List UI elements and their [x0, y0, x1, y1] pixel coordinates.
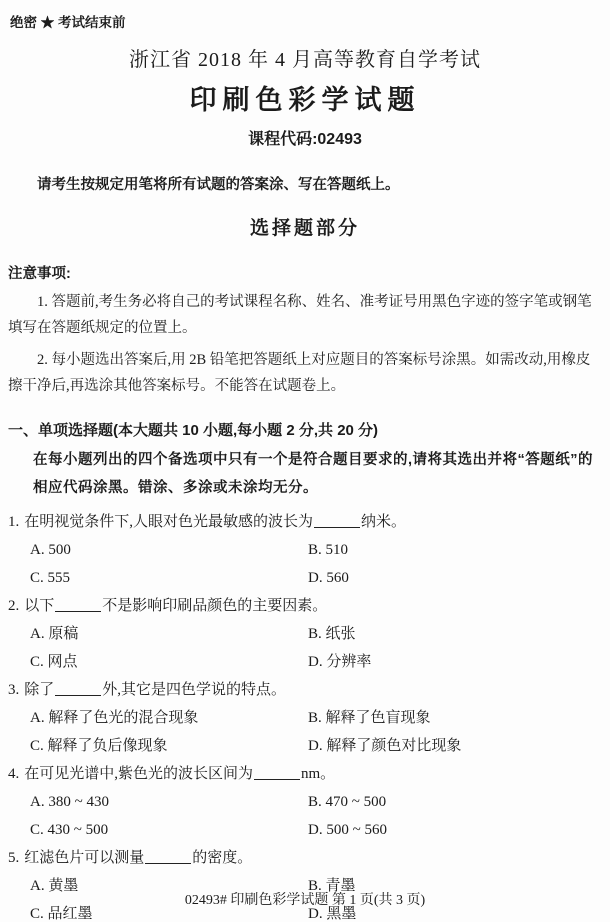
question-3: [8, 676, 602, 760]
option-c: C. 网点: [30, 654, 78, 670]
paper-title: 印刷色彩学试题: [189, 85, 421, 115]
option-b: B. 纸张: [308, 626, 356, 642]
answer-blank: [145, 849, 191, 864]
option-d: D. 500 ~ 560: [308, 822, 387, 838]
question-list: [8, 508, 602, 922]
answer-blank: [55, 681, 101, 696]
option-d: D. 黑墨: [308, 906, 357, 922]
option-b: B. 510: [308, 542, 349, 558]
option-d: D. 解释了颜色对比现象: [308, 738, 462, 754]
answer-instruction: 请考生按规定用笔将所有试题的答案涂、写在答题纸上。: [37, 177, 400, 193]
page-footer: 02493# 印刷色彩学试题 第 1 页(共 3 页): [184, 893, 426, 908]
option-c: C. 品红墨: [30, 906, 93, 922]
question-5: [8, 844, 602, 922]
question-text: [8, 844, 602, 872]
question-pre: 红滤色片可以测量: [24, 850, 145, 866]
option-c: C. 555: [30, 570, 71, 586]
question-post: 不是影响印刷品颜色的主要因素。: [102, 598, 328, 614]
note-item-2: 2. 每小题选出答案后,用 2B 铅笔把答题纸上对应题目的答案标号涂黑。如需改动,用橡皮擦干净后,再选涂其他答案标号。不能答在试题卷上。: [8, 352, 591, 394]
option-a: A. 500: [30, 542, 71, 558]
options: [8, 704, 602, 760]
question-number: 3.: [8, 682, 20, 698]
option-b: B. 解释了色盲现象: [308, 710, 431, 726]
question-text: [8, 592, 602, 620]
question-4: [8, 760, 602, 844]
option-b: B. 青墨: [308, 878, 356, 894]
question-text: [8, 508, 602, 536]
question-number: 2.: [8, 598, 20, 614]
question-number: 5.: [8, 850, 20, 866]
part-title: 选择题部分: [249, 218, 360, 239]
option-a: A. 解释了色光的混合现象: [30, 710, 199, 726]
option-c: C. 解释了负后像现象: [30, 738, 168, 754]
question-pre: 在可见光谱中,紫色光的波长区间为: [24, 766, 254, 782]
option-d: D. 分辨率: [308, 654, 372, 670]
answer-blank: [55, 597, 101, 612]
question-post: 的密度。: [192, 850, 253, 866]
notes-heading: 注意事项:: [8, 266, 71, 282]
question-post: 纳米。: [361, 514, 407, 530]
note-item-1: 1. 答题前,考生务必将自己的考试课程名称、姓名、准考证号用黑色字迹的签字笔或钢笔填写在答题纸规定的位置上。: [8, 294, 592, 336]
option-a: A. 黄墨: [30, 878, 79, 894]
question-text: [8, 676, 602, 704]
question-text: [8, 760, 602, 788]
question-pre: 以下: [24, 598, 55, 614]
question-2: [8, 592, 602, 676]
option-d: D. 560: [308, 570, 349, 586]
option-b: B. 470 ~ 500: [308, 794, 387, 810]
section-one-note: 在每小题列出的四个备选项中只有一个是符合题目要求的,请将其选出并将“答题纸”的相应代码涂黑。错涂、多涂或未涂均无分。: [33, 452, 594, 496]
question-post: 外,其它是四色学说的特点。: [102, 682, 287, 698]
exam-session-title: 浙江省 2018 年 4 月高等教育自学考试: [129, 49, 481, 71]
question-1: [8, 508, 602, 592]
question-post: nm。: [301, 766, 336, 782]
answer-blank: [314, 513, 360, 528]
classification-label: 绝密 ★ 考试结束前: [10, 15, 126, 30]
options: [8, 788, 602, 844]
option-a: A. 380 ~ 430: [30, 794, 109, 810]
question-number: 4.: [8, 766, 20, 782]
question-pre: 除了: [24, 682, 55, 698]
course-code: 课程代码:02493: [248, 131, 362, 148]
option-a: A. 原稿: [30, 626, 79, 642]
question-number: 1.: [8, 514, 20, 530]
question-pre: 在明视觉条件下,人眼对色光最敏感的波长为: [24, 514, 314, 530]
answer-blank: [254, 765, 300, 780]
section-one-heading: 一、单项选择题(本大题共 10 小题,每小题 2 分,共 20 分): [8, 422, 379, 439]
options: [8, 620, 602, 676]
options: [8, 536, 602, 592]
option-c: C. 430 ~ 500: [30, 822, 109, 838]
